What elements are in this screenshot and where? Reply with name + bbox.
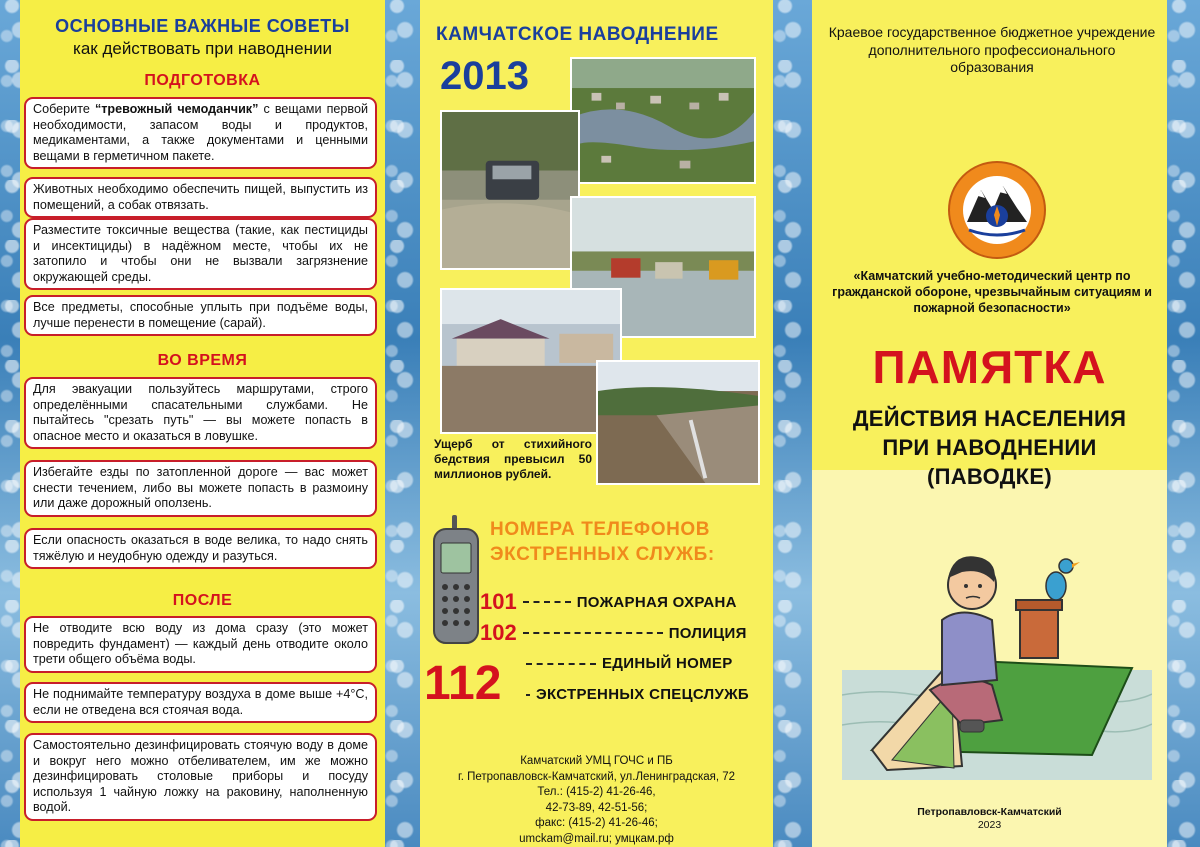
document-title: ПАМЯТКА bbox=[872, 341, 1107, 393]
water-background-gap-1 bbox=[385, 0, 420, 847]
cover-panel bbox=[812, 0, 1167, 847]
tips-heading: ОСНОВНЫЕ ВАЖНЫЕ СОВЕТЫ bbox=[55, 16, 350, 36]
phones-title-line-2: ЭКСТРЕННЫХ СЛУЖБ: bbox=[490, 544, 715, 565]
tip-text: с вещами первой необходимости, запасом воды и продуктов, медикаментами, а также документами и ценными вещами в герметичном пакете. bbox=[33, 102, 368, 163]
tip-bold-text: “тревожный чемоданчик” bbox=[94, 102, 259, 116]
phone-row-fire bbox=[480, 589, 737, 615]
tip-flooded-road bbox=[24, 460, 377, 517]
tip-emergency-bag bbox=[24, 97, 377, 169]
tip-text: Соберите bbox=[33, 102, 95, 116]
dash-leader bbox=[526, 663, 596, 665]
tip-disinfection bbox=[24, 733, 377, 821]
contact-address: г. Петропавловск-Камчатский, ул.Ленинградская, 72 bbox=[457, 770, 736, 783]
phone-label-unified-1: ЕДИНЫЙ НОМЕР bbox=[602, 655, 733, 672]
dash-leader bbox=[523, 632, 663, 634]
dash-leader bbox=[526, 694, 530, 696]
phone-row-unified-1 bbox=[520, 655, 733, 672]
tip-text: Избегайте езды по затопленной дороге — вас может снести течением, либо вы можете попасть в размоину или даже дорожный оползень. bbox=[33, 465, 368, 510]
phone-number-police: 102 bbox=[480, 620, 517, 645]
phone-number-unified: 112 bbox=[424, 657, 502, 710]
phone-label-police: ПОЛИЦИЯ bbox=[668, 624, 747, 642]
damage-note: Ущерб от стихийного бедствия превысил 50 миллионов рублей. bbox=[434, 437, 592, 481]
photo-flooded-houses bbox=[440, 288, 622, 434]
flood-info-panel bbox=[420, 0, 773, 847]
subtitle-line-2: ПРИ НАВОДНЕНИИ bbox=[882, 435, 1097, 460]
tip-clothing bbox=[24, 528, 377, 569]
contact-tel2: 42-73-89, 42-51-56; bbox=[545, 801, 648, 814]
water-background-gap-2 bbox=[773, 0, 812, 847]
footer-city bbox=[812, 806, 1167, 819]
tip-text: Все предметы, способные уплыть при подъёме воды, лучше перенести в помещение (сарай). bbox=[33, 300, 368, 330]
man-on-flooded-roof-illustration bbox=[842, 520, 1152, 780]
phone-row-police bbox=[480, 620, 747, 646]
phone-number-fire: 101 bbox=[480, 589, 517, 614]
flood-title: КАМЧАТСКОЕ НАВОДНЕНИЕ bbox=[436, 24, 719, 45]
photo-car-in-flood bbox=[440, 110, 580, 270]
tip-toxic bbox=[24, 218, 377, 290]
section-before: ПОДГОТОВКА bbox=[144, 72, 261, 89]
tip-text: Разместите токсичные вещества (такие, как пестициды и инсектициды) в надёжном месте, чтобы их не затопило и чтобы они не вызвали загрязнение окружающей среды. bbox=[33, 223, 368, 284]
cover-footer bbox=[812, 806, 1167, 832]
subtitle-line-3: (ПАВОДКЕ) bbox=[927, 464, 1052, 489]
contact-email: umckam@mail.ru; умцкам.рф bbox=[519, 832, 674, 845]
tip-text: Не поднимайте температуру воздуха в доме выше +4°С, если не отведена вся стоячая вода. bbox=[33, 687, 368, 717]
phones-title-line-1: НОМЕРА ТЕЛЕФОНОВ bbox=[490, 519, 711, 540]
document-subtitle bbox=[812, 404, 1167, 491]
tip-evacuation bbox=[24, 377, 377, 449]
dash-leader bbox=[523, 601, 571, 603]
flood-year: 2013 bbox=[440, 54, 529, 98]
subtitle-line-1: ДЕЙСТВИЯ НАСЕЛЕНИЯ bbox=[852, 406, 1127, 431]
center-name: «Камчатский учебно-методический центр по гражданской обороне, чрезвычайным ситуациям и пожарной безопасности» bbox=[832, 269, 1152, 315]
institution-name: Краевое государственное бюджетное учреждение дополнительного профессионального образования bbox=[828, 24, 1156, 75]
footer-year: 2023 bbox=[977, 819, 1002, 831]
contact-tel: Тел.: (415-2) 41-26-46, bbox=[537, 786, 656, 798]
phone-row-unified-2 bbox=[520, 686, 749, 703]
water-background-right bbox=[1167, 0, 1200, 847]
contact-fax: факс: (415-2) 41-26-46; bbox=[535, 817, 658, 829]
tip-text: Самостоятельно дезинфицировать стоячую воду в доме и вокруг него можно отбеливателем, им же можно дезинфицировать столовые приборы и посуду используя 1 чайную ложку на раковину, наполненную водой. bbox=[33, 738, 368, 814]
tip-animals bbox=[24, 177, 377, 218]
tip-text: Если опасность оказаться в воде велика, то надо снять тяжёлую и неудобную одежду и разуться. bbox=[33, 533, 368, 563]
footer-city-text: Петропавловск-Камчатский bbox=[917, 806, 1062, 818]
tip-temperature bbox=[24, 682, 377, 723]
tips-panel bbox=[20, 0, 385, 847]
phone-label-unified-2: ЭКСТРЕННЫХ СПЕЦСЛУЖБ bbox=[536, 686, 750, 703]
tip-text: Животных необходимо обеспечить пищей, выпустить из помещений, а собак отвязать. bbox=[33, 182, 368, 212]
phones-title bbox=[490, 517, 715, 567]
emblem-logo-icon bbox=[947, 160, 1047, 260]
contact-org: Камчатский УМЦ ГОЧС и ПБ bbox=[520, 755, 673, 767]
photo-washed-out-road bbox=[596, 360, 760, 485]
section-after: ПОСЛЕ bbox=[172, 592, 233, 609]
photo-flooded-village-aerial bbox=[570, 57, 756, 184]
tip-text: Для эвакуации пользуйтесь маршрутами, строго определёнными спасательными службами. Не пытайтесь "срезать путь" — вы можете попасть в опасное место и оказаться в ловушке. bbox=[33, 382, 368, 443]
water-background-left bbox=[0, 0, 20, 847]
tip-floating-items bbox=[24, 295, 377, 336]
tips-subheading: как действовать при наводнении bbox=[73, 39, 332, 58]
contacts-block bbox=[430, 754, 763, 847]
tip-text: Не отводите всю воду из дома сразу (это может повредить фундамент) — каждый день отводите около трети общего объёма воды. bbox=[33, 621, 368, 666]
mobile-phone-icon bbox=[430, 515, 482, 645]
tip-drain-water bbox=[24, 616, 377, 673]
section-during: ВО ВРЕМЯ bbox=[157, 352, 248, 369]
phone-label-fire: ПОЖАРНАЯ ОХРАНА bbox=[576, 593, 737, 611]
